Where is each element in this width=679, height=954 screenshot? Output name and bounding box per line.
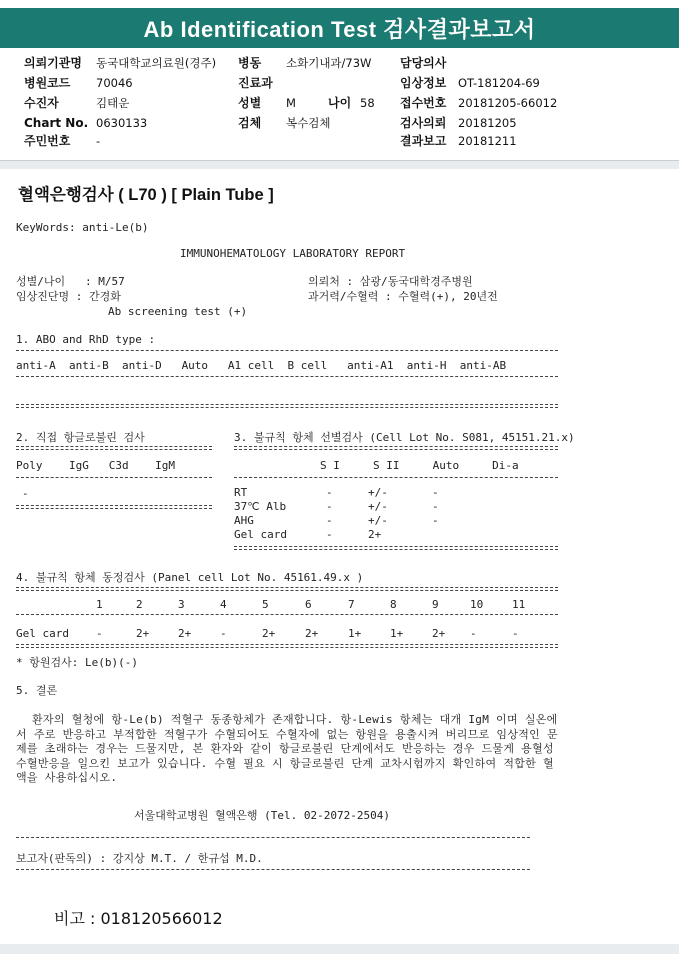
- screen-cell-label: AHG: [234, 514, 254, 527]
- ward-value: 소화기내과/73W: [286, 56, 372, 70]
- panel-number: 11: [512, 598, 526, 611]
- panel-number: 10: [470, 598, 484, 611]
- sex-age: 성별/나이 : M/57: [16, 275, 125, 288]
- abo-header: anti-A anti-B anti-D Auto A1 cell B cell anti-A1 anti-H anti-AB: [16, 359, 507, 372]
- rule: [16, 869, 530, 870]
- dat-value: -: [22, 487, 29, 500]
- gel-card-value: -: [470, 627, 477, 640]
- double-rule: [234, 546, 558, 550]
- screen-cell-sii: +/-: [368, 514, 388, 527]
- screen-cell-label: RT: [234, 486, 248, 499]
- gel-card-value: -: [96, 627, 103, 640]
- double-rule: [16, 644, 558, 648]
- request-value: 20181205: [458, 116, 517, 130]
- ward-label: 병동: [238, 56, 262, 70]
- screen-cell-auto: -: [432, 514, 439, 527]
- history: 과거력/수혈력 : 수혈력(+), 20년전: [308, 290, 498, 303]
- screen-cell-auto: -: [432, 486, 439, 499]
- report-date-value: 20181211: [458, 134, 517, 148]
- screening: Ab screening test (+): [108, 305, 248, 318]
- gel-card-value: -: [512, 627, 519, 640]
- hospital-value: 동국대학교의료원(경주): [96, 56, 217, 70]
- patient-info-header: [0, 52, 679, 160]
- gel-card-label: Gel card: [16, 627, 69, 640]
- keywords: KeyWords: anti-Le(b): [16, 221, 149, 234]
- section-title: 혈액은행검사 ( L70 ) [ Plain Tube ]: [18, 186, 274, 204]
- gel-card-value: 2+: [432, 627, 446, 640]
- rule: [16, 376, 558, 377]
- panel-number: 1: [96, 598, 103, 611]
- requester: 의뢰처 : 삼광/동국대학경주병원: [308, 275, 473, 288]
- antigen-test: * 항원검사: Le(b)(-): [16, 656, 138, 669]
- conclusion-title: 5. 결론: [16, 684, 58, 697]
- id-value: -: [96, 134, 101, 148]
- dat-title: 2. 직접 항글로불린 검사: [16, 431, 145, 444]
- screen-cell-si: -: [326, 528, 333, 541]
- id-label: 주민번호: [24, 134, 71, 148]
- diagnosis: 임상진단명 : 간경화: [16, 290, 121, 303]
- screen-title: 3. 불규칙 항체 선별검사 (Cell Lot No. S081, 45151.21.x): [234, 431, 575, 444]
- gel-card-value: -: [220, 627, 227, 640]
- clinical-label: 임상정보: [400, 76, 447, 90]
- panel-number: 8: [390, 598, 397, 611]
- gel-card-value: 2+: [262, 627, 276, 640]
- screen-cell-sii: +/-: [368, 500, 388, 513]
- remarks: 비고 : 018120566012: [54, 909, 223, 928]
- receipt-value: 20181205-66012: [458, 96, 558, 110]
- lab-report: [0, 169, 679, 954]
- receipt-label: 접수번호: [400, 96, 447, 110]
- gel-card-value: 2+: [136, 627, 150, 640]
- gel-card-value: 2+: [305, 627, 319, 640]
- specimen-value: 복수검체: [286, 116, 331, 130]
- lab-title: IMMUNOHEMATOLOGY LABORATORY REPORT: [180, 247, 406, 260]
- panel-number: 4: [220, 598, 227, 611]
- double-rule: [16, 505, 212, 509]
- reporter: 보고자(판독의) : 강지상 M.T. / 한규섭 M.D.: [16, 852, 263, 865]
- specimen-label: 검체: [238, 116, 262, 130]
- request-label: 검사의뢰: [400, 116, 447, 130]
- chart-value: 0630133: [96, 116, 148, 130]
- code-label: 병원코드: [24, 76, 71, 90]
- double-rule: [16, 587, 558, 591]
- double-rule: [16, 404, 558, 408]
- sex-value: M: [286, 96, 296, 110]
- screen-cell-si: -: [326, 514, 333, 527]
- screen-cell-si: -: [326, 500, 333, 513]
- gel-card-value: 1+: [348, 627, 362, 640]
- panel-number: 6: [305, 598, 312, 611]
- rule: [234, 477, 558, 478]
- code-value: 70046: [96, 76, 133, 90]
- section-divider: [0, 160, 679, 169]
- clinical-value: OT-181204-69: [458, 76, 540, 90]
- panel-number: 2: [136, 598, 143, 611]
- screen-cell-label: 37℃ Alb: [234, 500, 287, 513]
- double-rule: [234, 446, 558, 450]
- hospital-label: 의뢰기관명: [24, 56, 82, 70]
- screen-cell-sii: +/-: [368, 486, 388, 499]
- dat-header: Poly IgG C3d IgM: [16, 459, 175, 472]
- blood-bank: 서울대학교병원 혈액은행 (Tel. 02-2072-2504): [134, 809, 390, 822]
- report-title: Ab Identification Test 검사결과보고서: [0, 8, 679, 48]
- screen-cell-sii: 2+: [368, 528, 382, 541]
- rule: [16, 614, 558, 615]
- screen-cell-label: Gel card: [234, 528, 287, 541]
- chart-label: Chart No.: [24, 116, 89, 130]
- rule: [16, 350, 558, 351]
- doctor-label: 담당의사: [400, 56, 447, 70]
- report-date-label: 결과보고: [400, 134, 447, 148]
- sex-label: 성별: [238, 96, 262, 110]
- screen-header: S I S II Auto Di-a: [320, 459, 519, 472]
- age-value: 58: [360, 96, 375, 110]
- bottom-strip: [0, 944, 679, 954]
- dept-label: 진료과: [238, 76, 273, 90]
- panel-number: 7: [348, 598, 355, 611]
- panel-number: 9: [432, 598, 439, 611]
- age-label: 나이: [328, 96, 352, 110]
- panel-number: 3: [178, 598, 185, 611]
- gel-card-value: 2+: [178, 627, 192, 640]
- screen-cell-si: -: [326, 486, 333, 499]
- screen-cell-auto: -: [432, 500, 439, 513]
- gel-card-value: 1+: [390, 627, 404, 640]
- panel-number: 5: [262, 598, 269, 611]
- conclusion-text: 환자의 혈청에 항-Le(b) 적혈구 동종항체가 존재합니다. 항-Lewis 항체는 대개 IgM 이며 실온에서 주로 반응하고 부적합한 적혈구가 수혈되어도 수혈자에 없는 항원을 용출시켜 버리므로 임상적인 문제를 초래하는 경우는 드물지만, 본 환자와 같이 항글로불린 단계에서도 반응하는 경우 드물게 용혈성수혈반응을 일으킨 보고가 있습니다. 수혈 필요 시 항글로불린 단계 교차시험까지 확인하여 적합한 혈액을 사용하십시오.: [16, 713, 558, 784]
- rule: [16, 837, 530, 838]
- rule: [16, 477, 212, 478]
- double-rule: [16, 446, 212, 450]
- panel-title: 4. 불규칙 항체 동정검사 (Panel cell Lot No. 45161.49.x ): [16, 571, 364, 584]
- patient-label: 수진자: [24, 96, 59, 110]
- abo-title: 1. ABO and RhD type :: [16, 333, 156, 346]
- patient-value: 김태운: [96, 96, 130, 110]
